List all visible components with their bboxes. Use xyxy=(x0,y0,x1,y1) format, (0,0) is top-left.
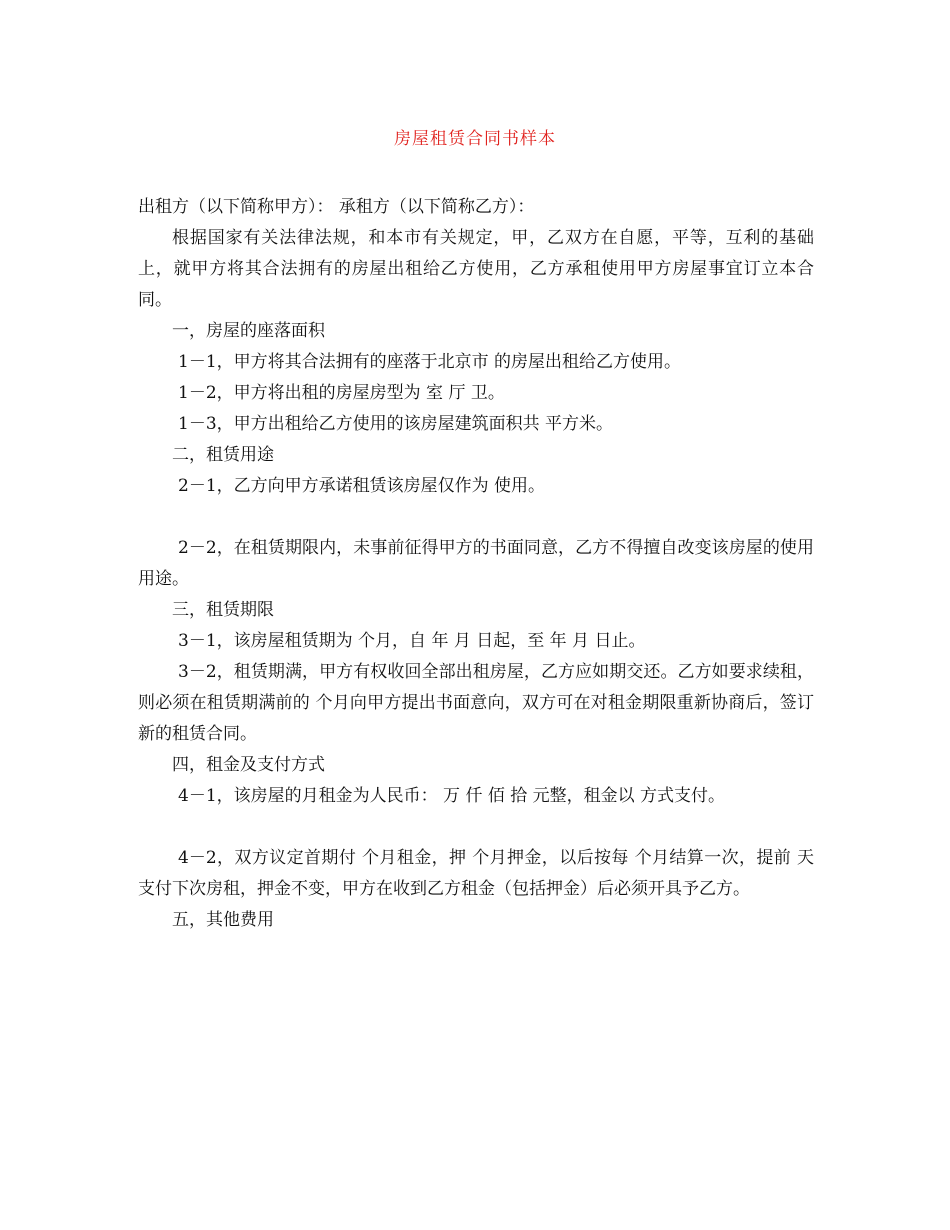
section-heading-5: 五，其他费用 xyxy=(172,910,274,930)
clause-3-1: 3－1，该房屋租赁期为 个月，自 年 月 日起，至 年 月 日止。 xyxy=(178,631,646,651)
clause-1-1: 1－1，甲方将其合法拥有的座落于北京市 的房屋出租给乙方使用。 xyxy=(178,352,682,372)
clause-1-2: 1－2，甲方将出租的房屋房型为 室 厅 卫。 xyxy=(178,383,505,403)
section-heading-3: 三，租赁期限 xyxy=(172,600,274,620)
section-heading-1: 一，房屋的座落面积 xyxy=(172,321,325,341)
section-heading-2: 二，租赁用途 xyxy=(172,445,274,465)
clause-4-2: 4－2，双方议定首期付 个月租金，押 个月押金，以后按每 个月结算一次，提前 天支付下次房租，押金不变，甲方在收到乙方租金（包括押金）后必须开具予乙方。 xyxy=(138,848,814,899)
paragraph-gap xyxy=(138,502,814,533)
clause-1-3: 1－3，甲方出租给乙方使用的该房屋建筑面积共 平方米。 xyxy=(178,414,614,434)
clause-2-1: 2－1，乙方向甲方承诺租赁该房屋仅作为 使用。 xyxy=(178,476,546,496)
document-title: 房屋租赁合同书样本 xyxy=(394,129,556,149)
clause-4-1: 4－1，该房屋的月租金为人民币： 万 仟 佰 拾 元整，租金以 方式支付。 xyxy=(178,786,726,806)
section-heading-4: 四，租金及支付方式 xyxy=(172,755,325,775)
parties-line: 出租方（以下简称甲方）： 承租方（以下简称乙方）： xyxy=(138,197,535,217)
preamble-paragraph: 根据国家有关法律法规，和本市有关规定，甲，乙双方在自愿，平等，互利的基础上，就甲方将其合法拥有的房屋出租给乙方使用，乙方承租使用甲方房屋事宜订立本合同。 xyxy=(138,228,814,310)
clause-3-2: 3－2，租赁期满，甲方有权收回全部出租房屋，乙方应如期交还。乙方如要求续租，则必须在租赁期满前的 个月向甲方提出书面意向，双方可在对租金期限重新协商后，签订新的租赁合同。 xyxy=(138,662,814,744)
document-body xyxy=(138,192,814,936)
paragraph-gap xyxy=(138,812,814,843)
clause-2-2: 2－2，在租赁期限内，未事前征得甲方的书面同意，乙方不得擅自改变该房屋的使用用途。 xyxy=(138,538,814,589)
